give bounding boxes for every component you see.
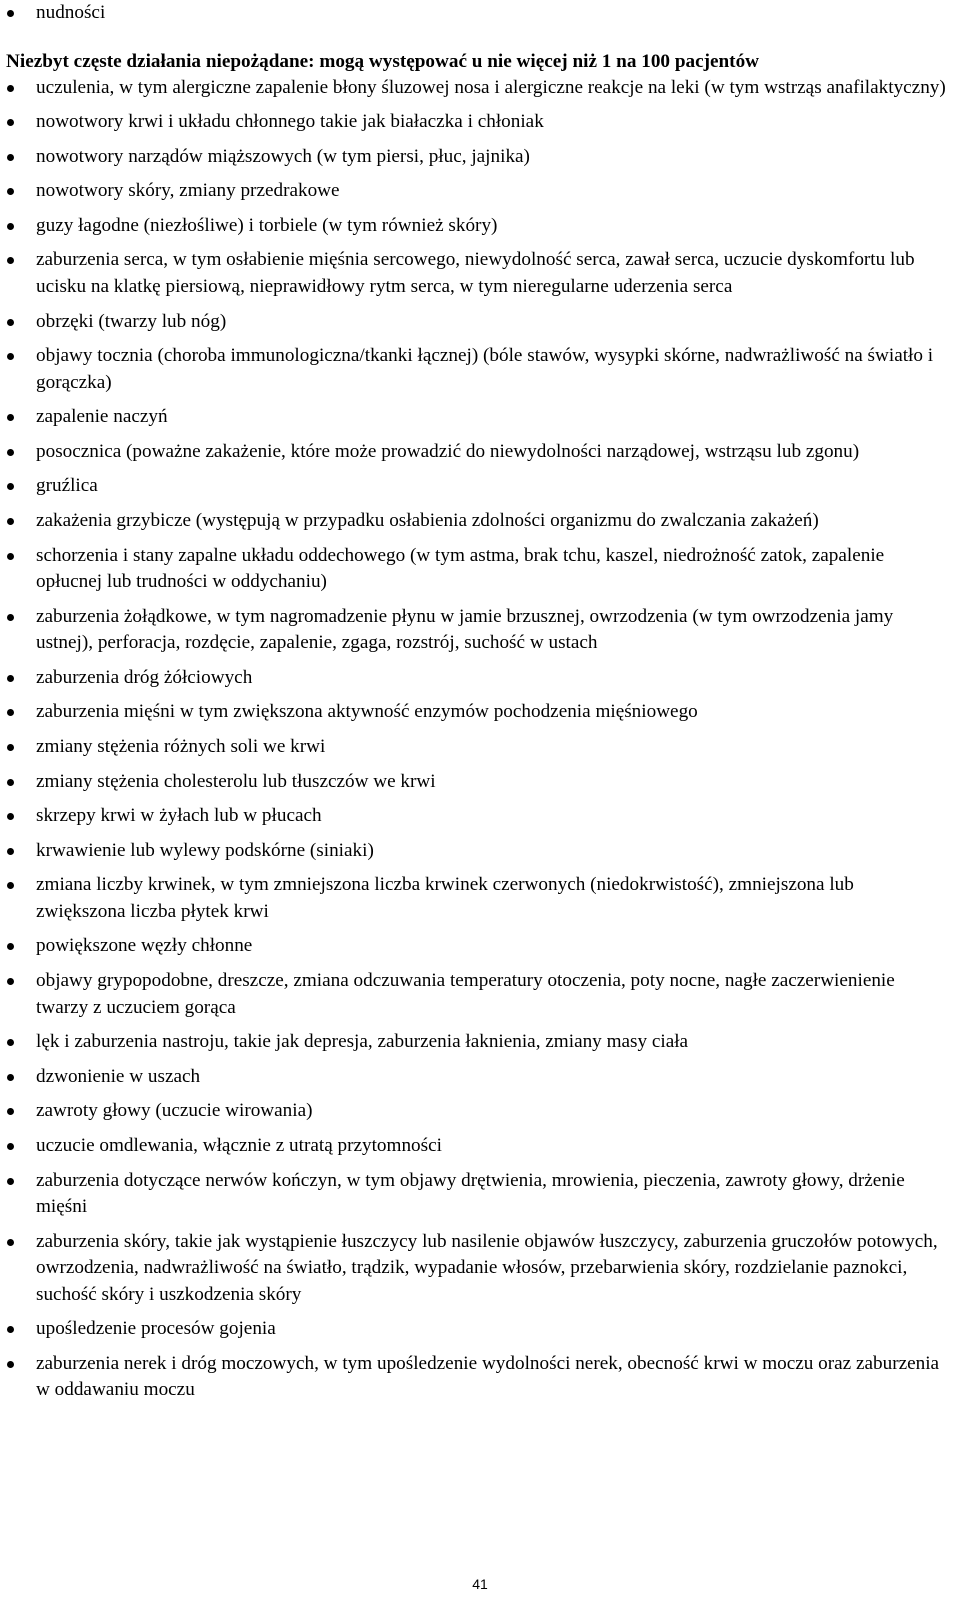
list-item: zapalenie naczyń <box>6 404 946 431</box>
page-number: 41 <box>472 1576 488 1592</box>
list-item: uczulenia, w tym alergiczne zapalenie błony śluzowej nosa i alergiczne reakcje na leki (w tym wstrząs anafilaktyczny) <box>6 75 946 102</box>
list-item: objawy grypopodobne, dreszcze, zmiana odczuwania temperatury otoczenia, poty nocne, nagłe zaczerwienienie twarzy z uczuciem gorąca <box>6 968 946 1021</box>
list-item: zmiany stężenia różnych soli we krwi <box>6 734 946 761</box>
list-item: uczucie omdlewania, włącznie z utratą przytomności <box>6 1133 946 1160</box>
list-item: zaburzenia dróg żółciowych <box>6 665 946 692</box>
list-item: lęk i zaburzenia nastroju, takie jak depresja, zaburzenia łaknienia, zmiany masy ciała <box>6 1029 946 1056</box>
list-item: schorzenia i stany zapalne układu oddechowego (w tym astma, brak tchu, kaszel, niedrożność zatok, zapalenie opłucnej lub trudności w oddychaniu) <box>6 543 946 596</box>
previous-list <box>6 0 946 27</box>
list-item: zaburzenia nerek i dróg moczowych, w tym upośledzenie wydolności nerek, obecność krwi w moczu oraz zaburzenia w oddawaniu moczu <box>6 1351 946 1404</box>
list-item: zaburzenia serca, w tym osłabienie mięśnia sercowego, niewydolność serca, zawał serca, uczucie dyskomfortu lub ucisku na klatkę piersiową, nieprawidłowy rytm serca, w tym nieregularne uderzenia serca <box>6 247 946 300</box>
list-item: objawy tocznia (choroba immunologiczna/tkanki łącznej) (bóle stawów, wysypki skórne, nadwrażliwość na światło i gorączka) <box>6 343 946 396</box>
side-effects-list <box>6 75 946 1404</box>
list-item: nowotwory narządów miąższowych (w tym piersi, płuc, jajnika) <box>6 144 946 171</box>
list-item: dzwonienie w uszach <box>6 1064 946 1091</box>
list-item: krwawienie lub wylewy podskórne (siniaki) <box>6 838 946 865</box>
section-heading: Niezbyt częste działania niepożądane: mogą występować u nie więcej niż 1 na 100 pacjentów <box>6 50 760 72</box>
list-item: guzy łagodne (niezłośliwe) i torbiele (w tym również skóry) <box>6 213 946 240</box>
list-item: skrzepy krwi w żyłach lub w płucach <box>6 803 946 830</box>
list-item: obrzęki (twarzy lub nóg) <box>6 309 946 336</box>
list-item: upośledzenie procesów gojenia <box>6 1316 946 1343</box>
list-item: zaburzenia skóry, takie jak wystąpienie łuszczycy lub nasilenie objawów łuszczycy, zaburzenia gruczołów potowych, owrzodzenia, nadwrażliwość na światło, trądzik, wypadanie włosów, przebarwienia skóry, rozdzielanie paznokci, suchość skóry i uszkodzenia skóry <box>6 1229 946 1309</box>
list-item: powiększone węzły chłonne <box>6 933 946 960</box>
list-item: zaburzenia mięśni w tym zwiększona aktywność enzymów pochodzenia mięśniowego <box>6 699 946 726</box>
list-item: zakażenia grzybicze (występują w przypadku osłabienia zdolności organizmu do zwalczania zakażeń) <box>6 508 946 535</box>
list-item: posocznica (poważne zakażenie, które może prowadzić do niewydolności narządowej, wstrząsu lub zgonu) <box>6 439 946 466</box>
list-item: nudności <box>6 0 946 27</box>
list-item: zaburzenia dotyczące nerwów kończyn, w tym objawy drętwienia, mrowienia, pieczenia, zawroty głowy, drżenie mięśni <box>6 1168 946 1221</box>
list-item: zawroty głowy (uczucie wirowania) <box>6 1098 946 1125</box>
list-item: zmiana liczby krwinek, w tym zmniejszona liczba krwinek czerwonych (niedokrwistość), zmniejszona lub zwiększona liczba płytek krwi <box>6 872 946 925</box>
list-item: nowotwory krwi i układu chłonnego takie jak białaczka i chłoniak <box>6 109 946 136</box>
list-item: zmiany stężenia cholesterolu lub tłuszczów we krwi <box>6 769 946 796</box>
list-item: zaburzenia żołądkowe, w tym nagromadzenie płynu w jamie brzusznej, owrzodzenia (w tym owrzodzenia jamy ustnej), perforacja, rozdęcie, zapalenie, zgaga, rozstrój, suchość w ustach <box>6 604 946 657</box>
list-item: nowotwory skóry, zmiany przedrakowe <box>6 178 946 205</box>
list-item: gruźlica <box>6 473 946 500</box>
